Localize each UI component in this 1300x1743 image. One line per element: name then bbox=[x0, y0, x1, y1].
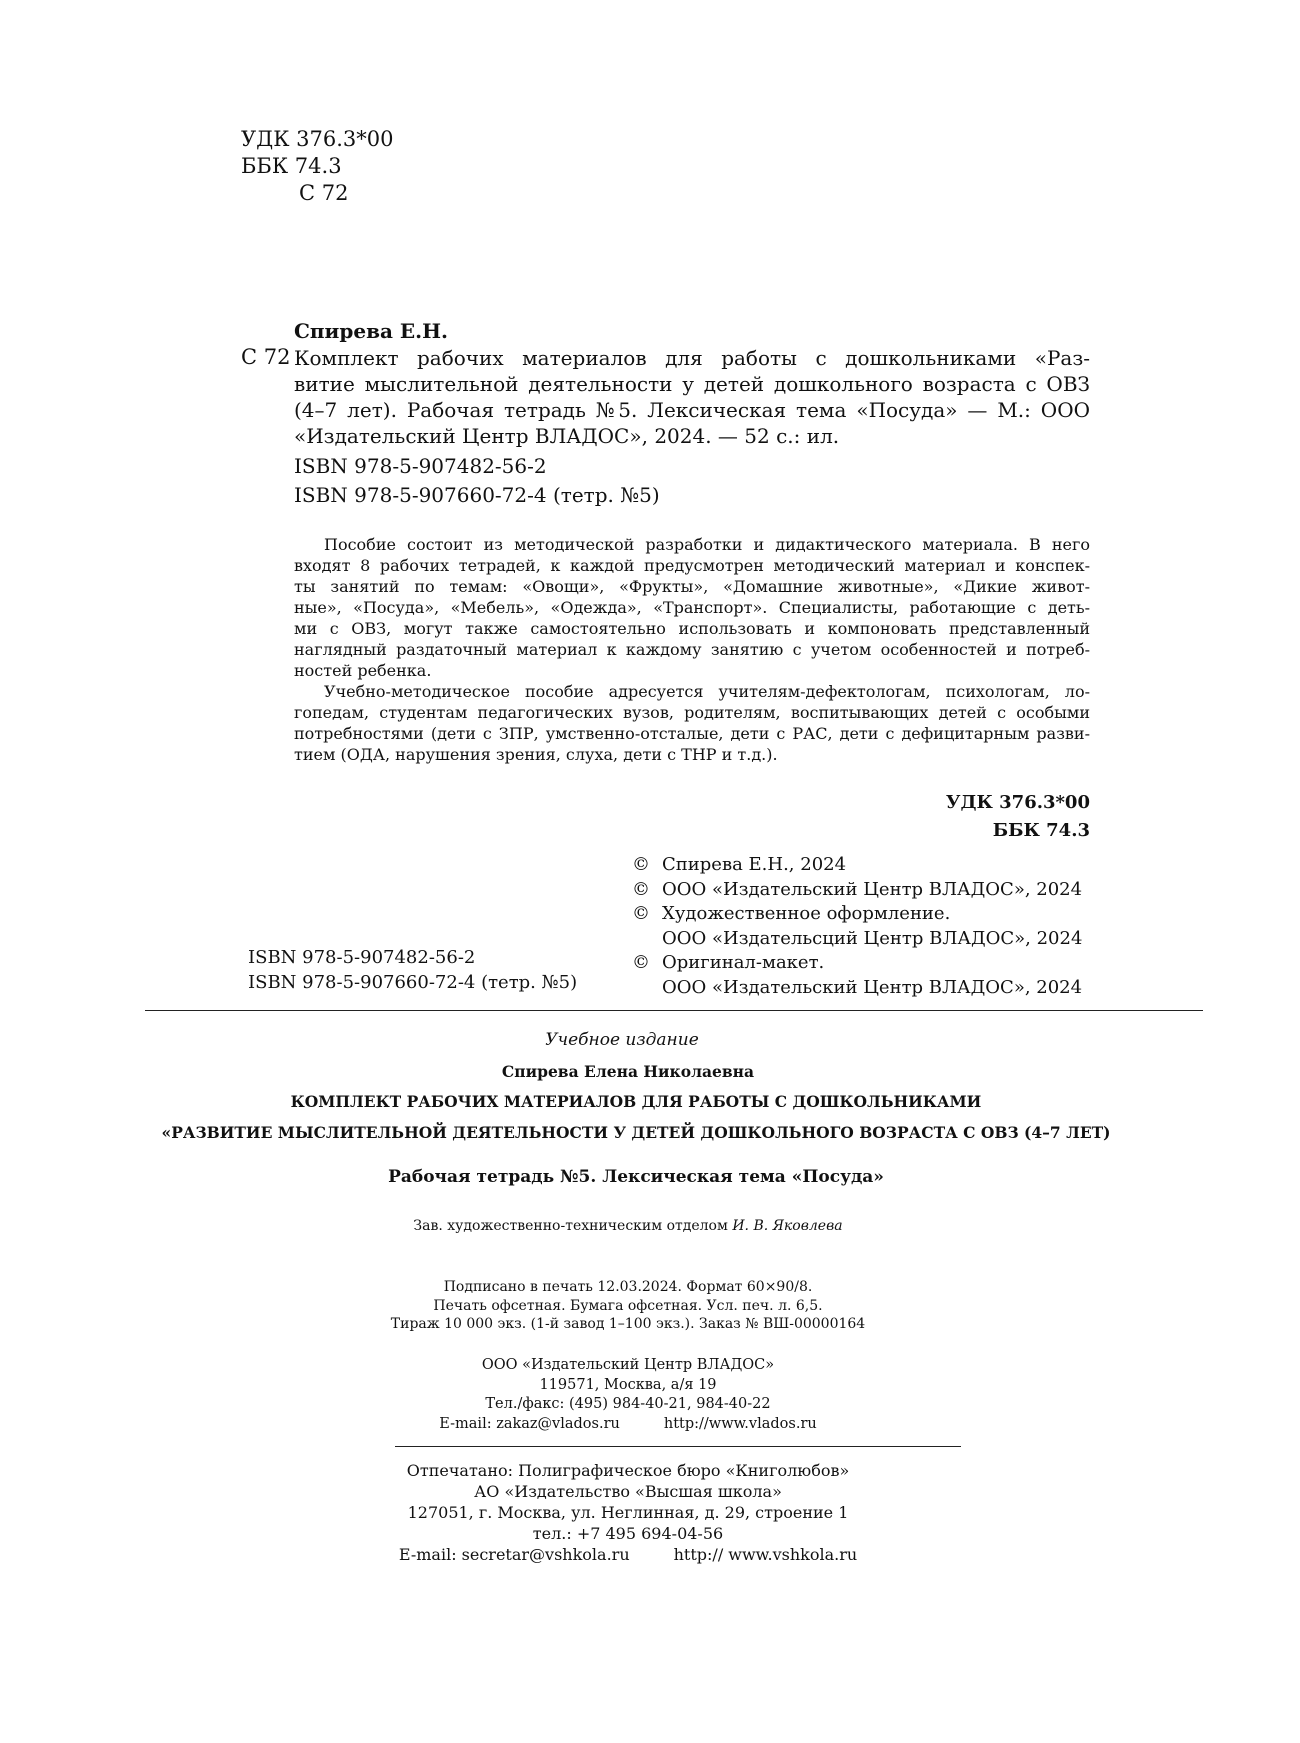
annotation-line: наглядный раздаточный материал к каждому занятию с учетом особенностей и потреб- bbox=[294, 640, 1090, 659]
entry-isbn-list bbox=[294, 452, 660, 510]
edition-type: Учебное издание bbox=[545, 1030, 699, 1050]
copyright-text: Художественное оформление. bbox=[662, 903, 951, 924]
art-head-label: Зав. художественно-техническим отделом bbox=[413, 1218, 728, 1234]
description-line: (4–7 лет). Рабочая тетрадь №5. Лексическая тема «Посуда» — М.: ООО bbox=[294, 398, 1090, 422]
isbn-line: ISBN 978-5-907660-72-4 (тетр. №5) bbox=[248, 971, 578, 993]
isbn-bottom-list bbox=[248, 946, 577, 995]
isbn-line: ISBN 978-5-907660-72-4 (тетр. №5) bbox=[294, 483, 660, 507]
udk-code: УДК 376.3*00 bbox=[241, 127, 394, 151]
copyright-symbol: © bbox=[632, 878, 650, 900]
print-info bbox=[0, 1278, 1278, 1334]
annotation-line: входят 8 рабочих тетрадей, к каждой предусмотрен методический материал и конспек- bbox=[294, 556, 1090, 575]
annotation-line: Пособие состоит из методической разработки и дидактического материала. В него bbox=[324, 535, 1090, 554]
publisher-contacts bbox=[439, 1415, 816, 1435]
description-line: витие мыслительной деятельности у детей дошкольного возраста с ОВЗ bbox=[294, 372, 1090, 396]
annotation bbox=[294, 534, 1090, 765]
publisher-address: 119571, Москва, а/я 19 bbox=[539, 1376, 717, 1393]
copyright-text: ООО «Издательсций Центр ВЛАДОС», 2024 bbox=[662, 927, 1083, 949]
copyright-text: ООО «Издательский Центр ВЛАДОС», 2024 bbox=[662, 878, 1083, 900]
description-line: «Издательский Центр ВЛАДОС», 2024. — 52 с.: ил. bbox=[294, 424, 840, 448]
library-codes-top bbox=[241, 126, 394, 207]
isbn-line: ISBN 978-5-907482-56-2 bbox=[294, 454, 547, 478]
isbn-line: ISBN 978-5-907482-56-2 bbox=[248, 947, 476, 968]
annotation-line: ты занятий по темам: «Овощи», «Фрукты», «Домашние животные», «Дикие живот- bbox=[294, 577, 1090, 596]
annotation-line: потребностями (дети с ЗПР, умственно-отсталые, дети с РАС, дети с дефицитарным разви- bbox=[294, 724, 1090, 743]
print-info-line: Тираж 10 000 экз. (1-й завод 1–100 экз.). Заказ № ВШ-00000164 bbox=[390, 1316, 866, 1332]
copyright-line bbox=[632, 951, 1082, 976]
copyright-line bbox=[632, 902, 1082, 927]
divider bbox=[395, 1446, 961, 1447]
copyright-block bbox=[632, 853, 1082, 1000]
udk-code: УДК 376.3*00 bbox=[945, 792, 1090, 813]
entry-author-mark: С 72 bbox=[241, 345, 291, 369]
printer-line: АО «Издательство «Высшая школа» bbox=[474, 1482, 782, 1501]
copyright-line bbox=[632, 878, 1082, 903]
copyright-text: Спирева Е.Н., 2024 bbox=[662, 854, 847, 875]
annotation-line: гопедам, студентам педагогических вузов, родителям, воспитывающих детей с особыми bbox=[294, 703, 1090, 722]
printer-info bbox=[0, 1460, 1278, 1565]
copyright-text: ООО «Издательский Центр ВЛАДОС», 2024 bbox=[662, 976, 1083, 998]
annotation-line: ные», «Посуда», «Мебель», «Одежда», «Транспорт». Специалисты, работающие с деть- bbox=[294, 598, 1090, 617]
divider bbox=[145, 1010, 1203, 1011]
author-full-name: Спирева Елена Николаевна bbox=[501, 1062, 755, 1081]
printer-site: http:// www.vshkola.ru bbox=[673, 1545, 858, 1564]
bbk-code: ББК 74.3 bbox=[241, 154, 342, 178]
bbk-code: ББК 74.3 bbox=[992, 820, 1090, 841]
book-title-line: «РАЗВИТИЕ МЫСЛИТЕЛЬНОЙ ДЕЯТЕЛЬНОСТИ У ДЕТЕЙ ДОШКОЛЬНОГО ВОЗРАСТА С ОВЗ (4–7 ЛЕТ) bbox=[161, 1123, 1111, 1142]
description-line: Комплект рабочих материалов для работы с дошкольниками «Раз- bbox=[294, 346, 1090, 370]
library-codes-right bbox=[946, 789, 1090, 845]
copyright-symbol: © bbox=[632, 854, 650, 875]
printer-email: E-mail: secretar@vshkola.ru bbox=[398, 1545, 630, 1564]
entry-description bbox=[294, 345, 1090, 449]
publisher-name: ООО «Издательский Центр ВЛАДОС» bbox=[481, 1357, 775, 1373]
publisher-phone: Тел./факс: (495) 984-40-21, 984-40-22 bbox=[485, 1396, 771, 1412]
publisher-email: E-mail: zakaz@vlados.ru bbox=[439, 1415, 620, 1432]
publisher-info bbox=[0, 1356, 1278, 1434]
annotation-line: ми с ОВЗ, могут также самостоятельно использовать и компоновать представленный bbox=[294, 619, 1090, 638]
art-department-head bbox=[0, 1218, 1278, 1234]
print-info-line: Печать офсетная. Бумага офсетная. Усл. печ. л. 6,5. bbox=[433, 1297, 823, 1314]
book-title-line: КОМПЛЕКТ РАБОЧИХ МАТЕРИАЛОВ ДЛЯ РАБОТЫ С ДОШКОЛЬНИКАМИ bbox=[290, 1092, 982, 1111]
printer-phone: тел.: +7 495 694-04-56 bbox=[532, 1524, 724, 1543]
copyright-text: Оригинал-макет. bbox=[662, 952, 825, 973]
annotation-line: Учебно-методическое пособие адресуется учителям-дефектологам, психологам, ло- bbox=[324, 682, 1090, 701]
printer-line: 127051, г. Москва, ул. Неглинная, д. 29, строение 1 bbox=[407, 1503, 849, 1522]
book-subtitle: Рабочая тетрадь №5. Лексическая тема «Посуда» bbox=[388, 1167, 884, 1187]
copyright-symbol: © bbox=[632, 903, 650, 924]
printer-line: Отпечатано: Полиграфическое бюро «Книголюбов» bbox=[406, 1461, 850, 1480]
copyright-symbol: © bbox=[632, 952, 650, 973]
publisher-site: http://www.vlados.ru bbox=[663, 1415, 817, 1432]
annotation-line: ностей ребенка. bbox=[294, 661, 432, 680]
art-head-name: И. В. Яковлева bbox=[732, 1218, 843, 1234]
print-info-line: Подписано в печать 12.03.2024. Формат 60×90/8. bbox=[443, 1279, 813, 1295]
copyright-line bbox=[632, 853, 1082, 878]
entry-author: Спирева Е.Н. bbox=[294, 319, 448, 343]
annotation-line: тием (ОДА, нарушения зрения, слуха, дети с ТНР и т.д.). bbox=[294, 745, 778, 764]
printer-contacts bbox=[399, 1544, 857, 1565]
author-mark: С 72 bbox=[299, 181, 349, 205]
